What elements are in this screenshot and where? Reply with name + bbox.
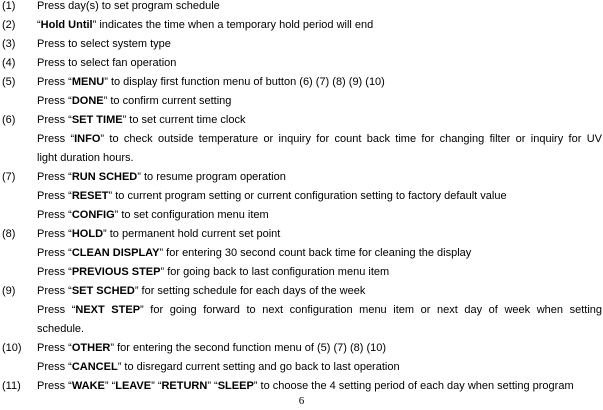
button-name: INFO xyxy=(74,133,101,145)
list-item xyxy=(0,225,603,244)
item-number: (11) xyxy=(2,380,21,392)
list-item xyxy=(0,339,603,358)
item-text: Press “DONE” to confirm current setting xyxy=(37,95,232,107)
list-item xyxy=(0,35,603,54)
item-text: Press “INFO” to check outside temperature or inquiry for count back time for changing filter or inquiry for UV xyxy=(37,133,602,145)
button-name: RESET xyxy=(71,190,109,202)
item-text: Press “NEXT STEP” for going forward to next configuration menu item or next day of week when setting xyxy=(37,304,602,316)
item-text: Press “PREVIOUS STEP” for going back to last configuration menu item xyxy=(37,266,390,278)
list-item xyxy=(0,206,603,225)
item-text: Press to select system type xyxy=(37,38,171,50)
list-item xyxy=(0,16,603,35)
list-item xyxy=(0,187,603,206)
item-number: (5) xyxy=(2,76,16,88)
item-text: Press “MENU” to display first function menu of button (6) (7) (8) (9) (10) xyxy=(37,76,385,88)
list-item xyxy=(0,244,603,263)
item-text: Press “SET TIME” to set current time clock xyxy=(37,114,246,126)
item-text: schedule. xyxy=(37,323,85,335)
item-number: (6) xyxy=(2,114,16,126)
item-text: Press “WAKE” “LEAVE” “RETURN” “SLEEP” to choose the 4 setting period of each day when setting program xyxy=(37,380,574,392)
item-number: (9) xyxy=(2,285,16,297)
item-text: Press “HOLD” to permanent hold current set point xyxy=(37,228,281,240)
item-text: Press to select fan operation xyxy=(37,57,177,69)
button-name: NEXT STEP xyxy=(75,304,141,316)
item-number: (4) xyxy=(2,57,16,69)
button-name: SET SCHED xyxy=(71,285,135,297)
button-name: PREVIOUS STEP xyxy=(71,266,161,278)
item-text: Press “RESET” to current program setting or current configuration setting to factory default value xyxy=(37,190,507,202)
list-item xyxy=(0,54,603,73)
item-text: Press “CLEAN DISPLAY” for entering 30 second count back time for cleaning the display xyxy=(37,247,472,259)
item-number: (1) xyxy=(2,0,16,12)
list-item xyxy=(0,92,603,111)
list-item xyxy=(0,301,603,320)
list-item xyxy=(0,149,603,168)
item-number: (10) xyxy=(2,342,22,354)
button-name: DONE xyxy=(71,95,104,107)
button-name: RUN SCHED xyxy=(71,171,138,183)
item-number: (2) xyxy=(2,19,16,31)
item-text: light duration hours. xyxy=(37,152,134,164)
item-text: “Hold Until” indicates the time when a temporary hold period will end xyxy=(37,19,374,31)
item-text: Press “RUN SCHED” to resume program operation xyxy=(37,171,286,183)
list-item xyxy=(0,111,603,130)
list-item xyxy=(0,320,603,339)
button-name: CONFIG xyxy=(71,209,115,221)
item-text: Press “OTHER” for entering the second function menu of (5) (7) (8) (10) xyxy=(37,342,387,354)
item-text: Press “SET SCHED” for setting schedule for each days of the week xyxy=(37,285,366,297)
button-name: CANCEL xyxy=(71,361,118,373)
list-item xyxy=(0,263,603,282)
list-item xyxy=(0,358,603,377)
item-number: (8) xyxy=(2,228,16,240)
list-item xyxy=(0,0,603,16)
button-name: SET TIME xyxy=(71,114,123,126)
button-name: CLEAN DISPLAY xyxy=(71,247,160,259)
list-item xyxy=(0,168,603,187)
button-name: HOLD xyxy=(71,228,104,240)
button-name: OTHER xyxy=(71,342,111,354)
item-text: Press “CANCEL” to disregard current setting and go back to last operation xyxy=(37,361,400,373)
item-number: (3) xyxy=(2,38,16,50)
button-name: RETURN xyxy=(161,380,208,392)
button-name: LEAVE xyxy=(115,380,152,392)
button-name: SLEEP xyxy=(217,380,254,392)
page-number: 6 xyxy=(298,395,305,407)
button-name: WAKE xyxy=(71,380,105,392)
item-number: (7) xyxy=(2,171,16,183)
item-text: Press “CONFIG” to set configuration menu item xyxy=(37,209,269,221)
button-name: Hold Until xyxy=(40,19,93,31)
button-name: MENU xyxy=(71,76,105,88)
item-text: Press day(s) to set program schedule xyxy=(37,0,220,12)
list-item xyxy=(0,282,603,301)
list-item xyxy=(0,73,603,92)
list-item xyxy=(0,130,603,149)
